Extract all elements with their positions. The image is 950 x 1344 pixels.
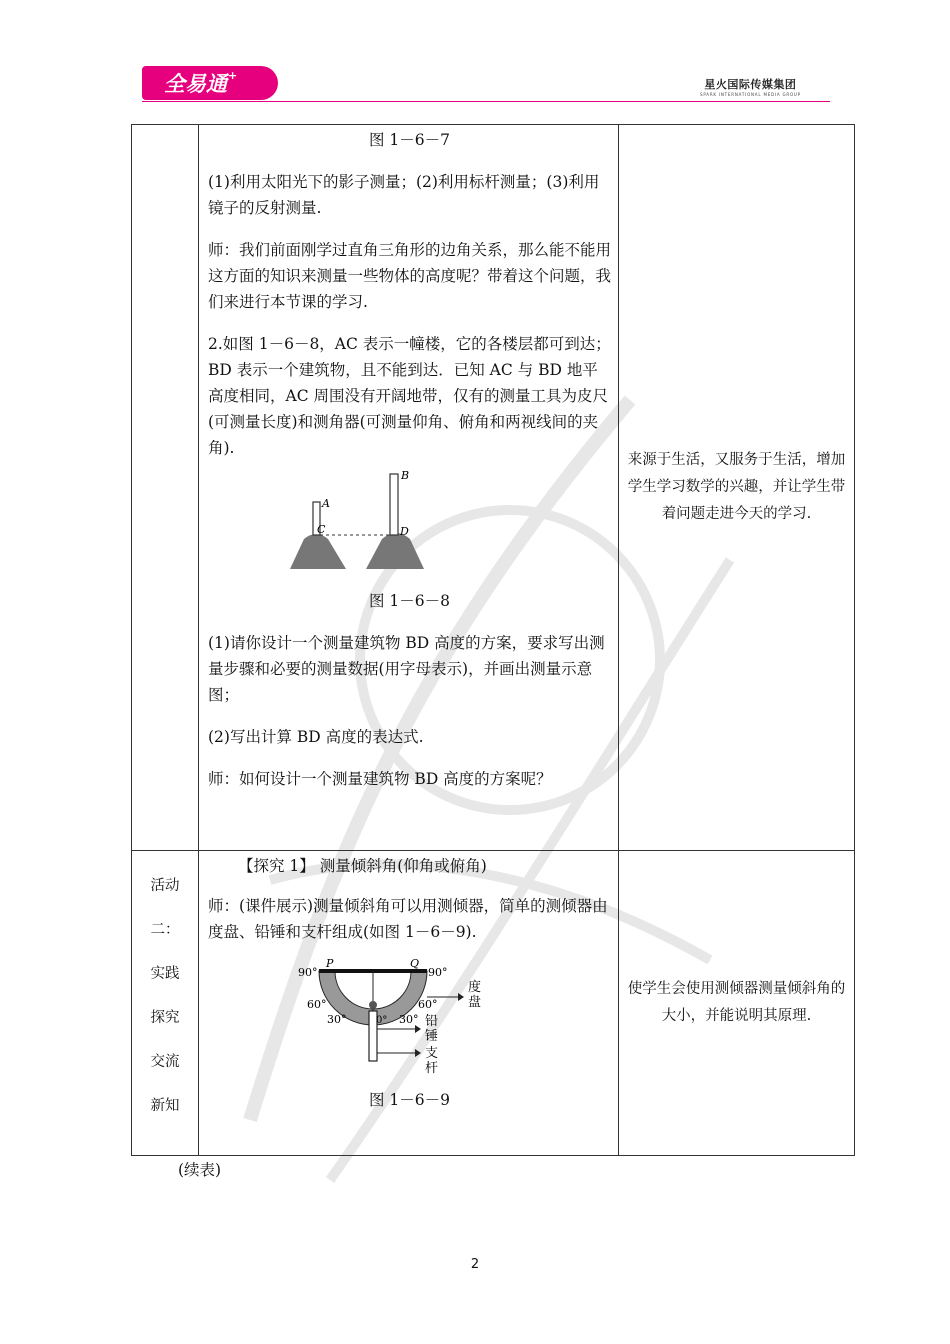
figure-1-6-9 xyxy=(285,953,535,1075)
problem-2-paragraph: 2.如图 1－6－8，AC 表示一幢楼，它的各楼层都可到达；BD 表示一个建筑物，且不能到达．已知 AC 与 BD 地平高度相同，AC 周围没有开阔地带，仅有的测量工具为皮尺(可测量长度)和测角器(可测量仰角、俯角和两视线间的夹角). xyxy=(208,335,611,457)
design-note-2: 使学生会使用测倾器测量倾斜角的大小，并能说明其原理. xyxy=(627,981,846,1024)
building-bd xyxy=(390,474,398,535)
deg-60-left: 60° xyxy=(306,998,326,1011)
label-q: Q xyxy=(409,957,419,970)
logo-star: + xyxy=(228,68,238,82)
plumb-bob xyxy=(369,1001,377,1009)
figure-caption-1-6-7: 图 1－6－7 xyxy=(368,131,450,149)
label-dial-char-2: 盘 xyxy=(467,995,481,1010)
activity-label-line: 实践 xyxy=(150,966,180,982)
publisher-mark xyxy=(700,76,801,97)
content-cell xyxy=(199,125,619,851)
page-number: 2 xyxy=(470,1257,480,1272)
design-note-1: 来源于生活，又服务于生活，增加学生学习数学的兴趣，并让学生带着问题走进今天的学习. xyxy=(627,452,846,522)
deg-90-left: 90° xyxy=(297,966,317,979)
header-divider xyxy=(142,101,830,102)
deg-30-left: 30° xyxy=(326,1013,346,1026)
teacher-intro-paragraph: 师：我们前面刚学过直角三角形的边角关系，那么能不能用这方面的知识来测量一些物体的高度呢？带着这个问题，我们来进行本节课的学习. xyxy=(208,241,612,311)
activity-label-line: 活动 xyxy=(150,878,180,894)
label-pole xyxy=(425,1045,438,1075)
label-plumb-char-2: 锤 xyxy=(424,1029,438,1044)
figure-1-6-8 xyxy=(280,467,540,572)
label-dial xyxy=(468,979,481,1010)
label-plumb xyxy=(425,1014,438,1044)
explore-1-heading: 【探究 1】 测量倾斜角(仰角或俯角) xyxy=(238,857,487,875)
label-d: D xyxy=(399,525,409,538)
label-a: A xyxy=(321,497,330,510)
deg-0: 0° xyxy=(375,1015,387,1026)
arrow-plumb-head xyxy=(415,1025,421,1033)
label-b: B xyxy=(400,469,409,482)
continued-label: (续表) xyxy=(178,1161,222,1179)
arrow-dial-head xyxy=(458,993,464,1001)
activity-label-line: 交流 xyxy=(150,1054,180,1070)
teacher-question-paragraph: 师：如何设计一个测量建筑物 BD 高度的方案呢？ xyxy=(208,770,552,788)
activity-label-cell xyxy=(132,851,199,1156)
design-note-cell xyxy=(619,125,855,851)
hill-right xyxy=(366,533,424,569)
deg-90-right: 90° xyxy=(427,966,447,979)
deg-30-right: 30° xyxy=(398,1013,418,1026)
content-cell xyxy=(199,851,619,1156)
activity-cell-empty xyxy=(132,125,199,851)
activity-label-line: 新知 xyxy=(150,1098,180,1114)
label-pole-char: 支 xyxy=(424,1046,438,1061)
publisher-name-cn: 星火国际传媒集团 xyxy=(704,78,797,91)
label-c: C xyxy=(316,523,325,536)
label-p: P xyxy=(325,957,333,970)
task-2-paragraph: (2)写出计算 BD 高度的表达式. xyxy=(208,728,424,746)
label-plumb-char: 铅 xyxy=(424,1014,438,1029)
label-dial-char: 度 xyxy=(467,980,481,995)
table-row xyxy=(132,125,855,851)
design-note-cell xyxy=(619,851,855,1156)
inclinometer-intro: 师：(课件展示)测量倾斜角可以用测倾器，简单的测倾器由度盘、铅锤和支杆组成(如图 1－6－9). xyxy=(208,897,608,941)
label-pole-char-2: 杆 xyxy=(424,1061,438,1075)
logo-text: 全易通 xyxy=(164,72,227,96)
activity-label-line: 探究 xyxy=(150,1010,180,1026)
figure-caption-1-6-8: 图 1－6－8 xyxy=(368,592,450,610)
figure-caption-1-6-9: 图 1－6－9 xyxy=(368,1091,450,1109)
publisher-name-en: SPARK INTERNATIONAL MEDIA GROUP xyxy=(700,92,801,97)
task-1-paragraph: (1)请你设计一个测量建筑物 BD 高度的方案，要求写出测量步骤和必要的测量数据(用字母表示)，并画出测量示意图； xyxy=(208,634,605,704)
table-row xyxy=(132,851,855,1156)
hill-left xyxy=(290,534,346,569)
activity-label-line: 二： xyxy=(150,922,180,938)
brand-logo xyxy=(142,66,278,100)
methods-paragraph: (1)利用太阳光下的影子测量；(2)利用标杆测量；(3)利用镜子的反射测量. xyxy=(208,173,600,217)
lesson-table xyxy=(131,124,855,1156)
deg-60-right: 60° xyxy=(417,998,437,1011)
arrow-pole-head xyxy=(415,1049,421,1057)
